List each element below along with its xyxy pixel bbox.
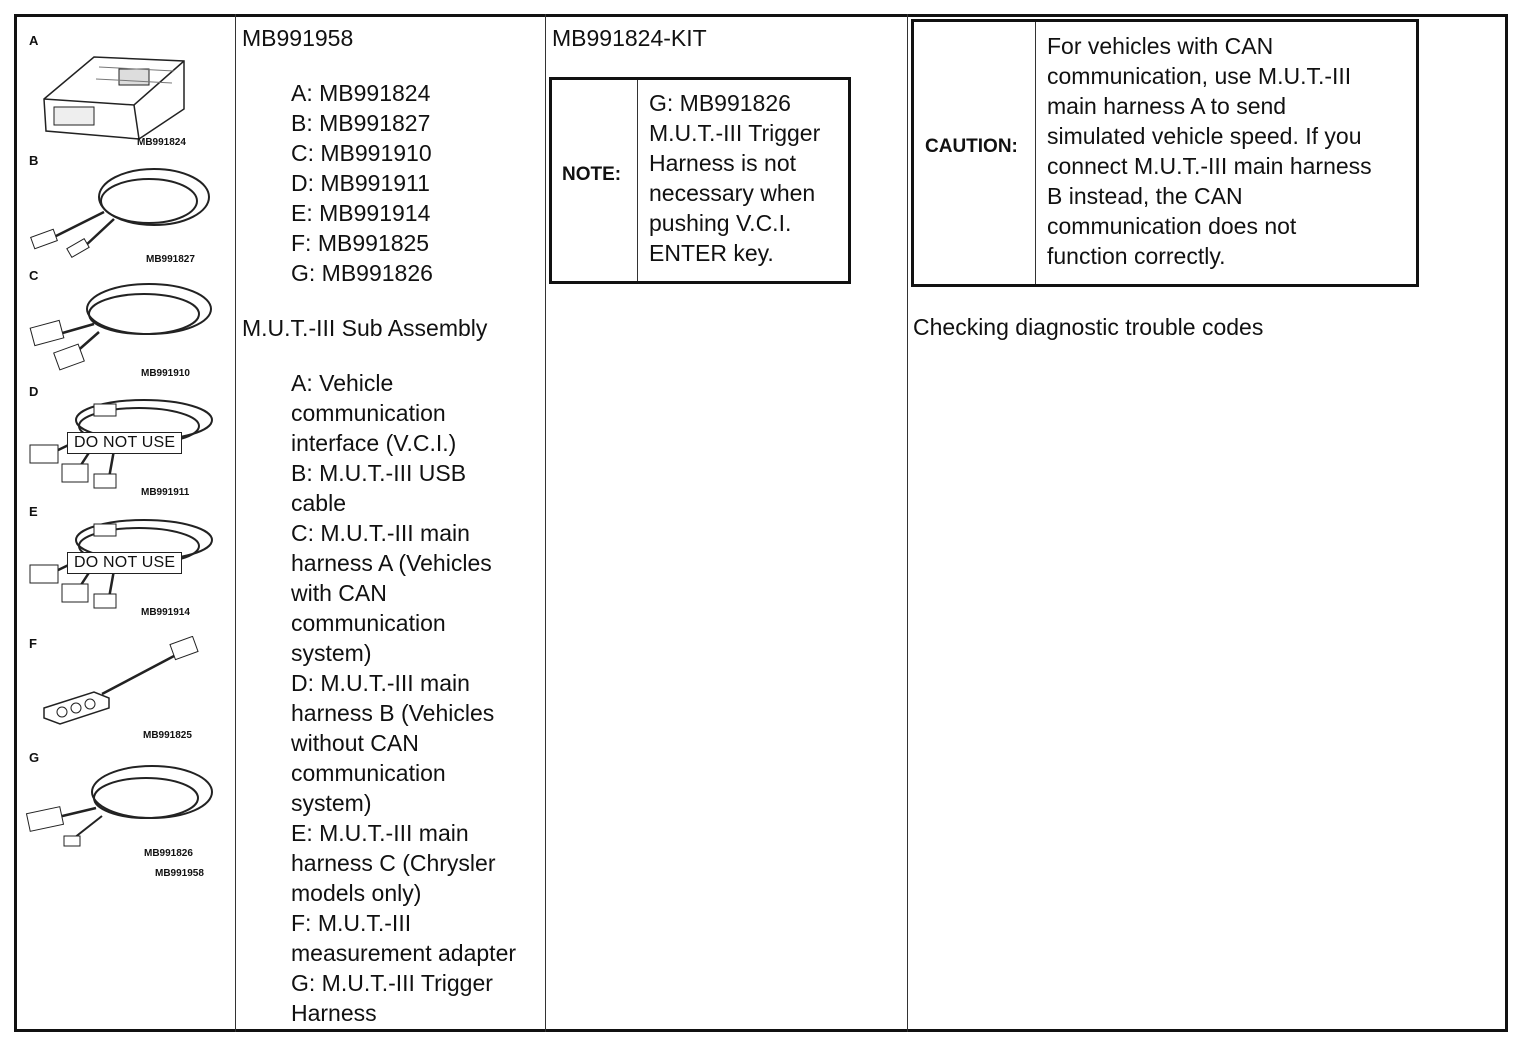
note-label: NOTE: — [562, 164, 622, 185]
tool-letter: G — [29, 750, 40, 765]
list-item: E: M.U.T.-III main — [291, 820, 469, 846]
do-not-use-label: DO NOT USE — [67, 432, 182, 454]
part-number: MB991824 — [137, 137, 186, 148]
part-number: MB991826 — [144, 848, 193, 859]
caution-line: connect M.U.T.-III main harness — [1047, 153, 1372, 179]
list-item: system) — [291, 790, 372, 816]
note-line: Harness is not — [649, 150, 797, 176]
do-not-use-label: DO NOT USE — [67, 552, 182, 574]
caution-line: simulated vehicle speed. If you — [1047, 123, 1362, 149]
caution-line: For vehicles with CAN — [1047, 33, 1274, 59]
list-item: communication — [291, 610, 446, 636]
list-item: G: MB991826 — [291, 260, 433, 286]
sub-assembly-title: M.U.T.-III Sub Assembly — [242, 315, 488, 341]
tool-letter: A — [29, 33, 39, 48]
note-box — [549, 77, 851, 284]
trigger-harness-icon — [24, 756, 219, 856]
group-part-number: MB991958 — [155, 868, 204, 879]
list-item: D: M.U.T.-III main — [291, 670, 470, 696]
list-item: A: Vehicle — [291, 370, 394, 396]
list-item: C: M.U.T.-III main — [291, 520, 470, 546]
tool-letter: E — [29, 504, 38, 519]
caution-line: B instead, the CAN — [1047, 183, 1243, 209]
list-item: measurement adapter — [291, 940, 517, 966]
list-item: communication — [291, 400, 446, 426]
kit-part-title: MB991824-KIT — [552, 25, 707, 51]
list-item: F: MB991825 — [291, 230, 430, 256]
tool-c — [24, 268, 219, 384]
main-harness-a-icon — [24, 274, 219, 379]
caution-line: communication, use M.U.T.-III — [1047, 63, 1352, 89]
part-number: MB991910 — [141, 368, 190, 379]
list-item: with CAN — [291, 580, 387, 606]
caution-text — [1047, 31, 1417, 271]
tool-letter: F — [29, 636, 37, 651]
caution-box — [911, 19, 1419, 287]
list-item: G: M.U.T.-III Trigger — [291, 970, 493, 996]
list-item: interface (V.C.I.) — [291, 430, 457, 456]
list-item: E: MB991914 — [291, 200, 431, 226]
list-item: models only) — [291, 880, 422, 906]
list-item: B: MB991827 — [291, 110, 431, 136]
note-line: ENTER key. — [649, 240, 774, 266]
caution-divider — [1035, 22, 1036, 284]
list-item: C: MB991910 — [291, 140, 432, 166]
list-item: Harness — [291, 1000, 377, 1026]
note-line: G: MB991826 — [649, 90, 791, 116]
usb-cable-icon — [24, 157, 219, 262]
part-number: MB991825 — [143, 730, 192, 741]
list-item: system) — [291, 640, 372, 666]
note-text — [649, 88, 849, 268]
note-line: necessary when — [649, 180, 816, 206]
measurement-adapter-icon — [24, 636, 219, 736]
list-item: without CAN — [291, 730, 419, 756]
note-divider — [637, 80, 638, 281]
tool-d — [24, 384, 219, 504]
caution-label: CAUTION: — [925, 136, 1018, 157]
vci-device-icon — [24, 39, 219, 149]
tool-g — [24, 750, 219, 885]
caution-line: function correctly. — [1047, 243, 1226, 269]
component-descriptions — [291, 368, 543, 1028]
column-divider — [545, 14, 546, 1032]
part-number: MB991914 — [141, 607, 190, 618]
caution-line: main harness A to send — [1047, 93, 1287, 119]
part-number: MB991911 — [141, 487, 190, 498]
purpose-text: Checking diagnostic trouble codes — [913, 314, 1264, 340]
note-line: M.U.T.-III Trigger — [649, 120, 821, 146]
list-item: communication — [291, 760, 446, 786]
column-divider — [235, 14, 236, 1032]
list-item: cable — [291, 490, 346, 516]
tool-letter: B — [29, 153, 39, 168]
parts-list — [291, 78, 543, 288]
list-item: B: M.U.T.-III USB — [291, 460, 467, 486]
list-item: A: MB991824 — [291, 80, 431, 106]
note-line: pushing V.C.I. — [649, 210, 792, 236]
tool-f — [24, 636, 219, 746]
tool-letter: D — [29, 384, 39, 399]
list-item: D: MB991911 — [291, 170, 430, 196]
tool-e — [24, 504, 219, 624]
part-number: MB991827 — [146, 254, 195, 265]
list-item: harness A (Vehicles — [291, 550, 492, 576]
list-item: F: M.U.T.-III — [291, 910, 412, 936]
tool-a — [24, 33, 219, 153]
column-divider — [907, 14, 908, 1032]
list-item: harness C (Chrysler — [291, 850, 496, 876]
list-item: harness B (Vehicles — [291, 700, 495, 726]
tool-letter: C — [29, 268, 39, 283]
tool-b — [24, 153, 219, 268]
caution-line: communication does not — [1047, 213, 1297, 239]
kit-title: MB991958 — [242, 25, 354, 51]
